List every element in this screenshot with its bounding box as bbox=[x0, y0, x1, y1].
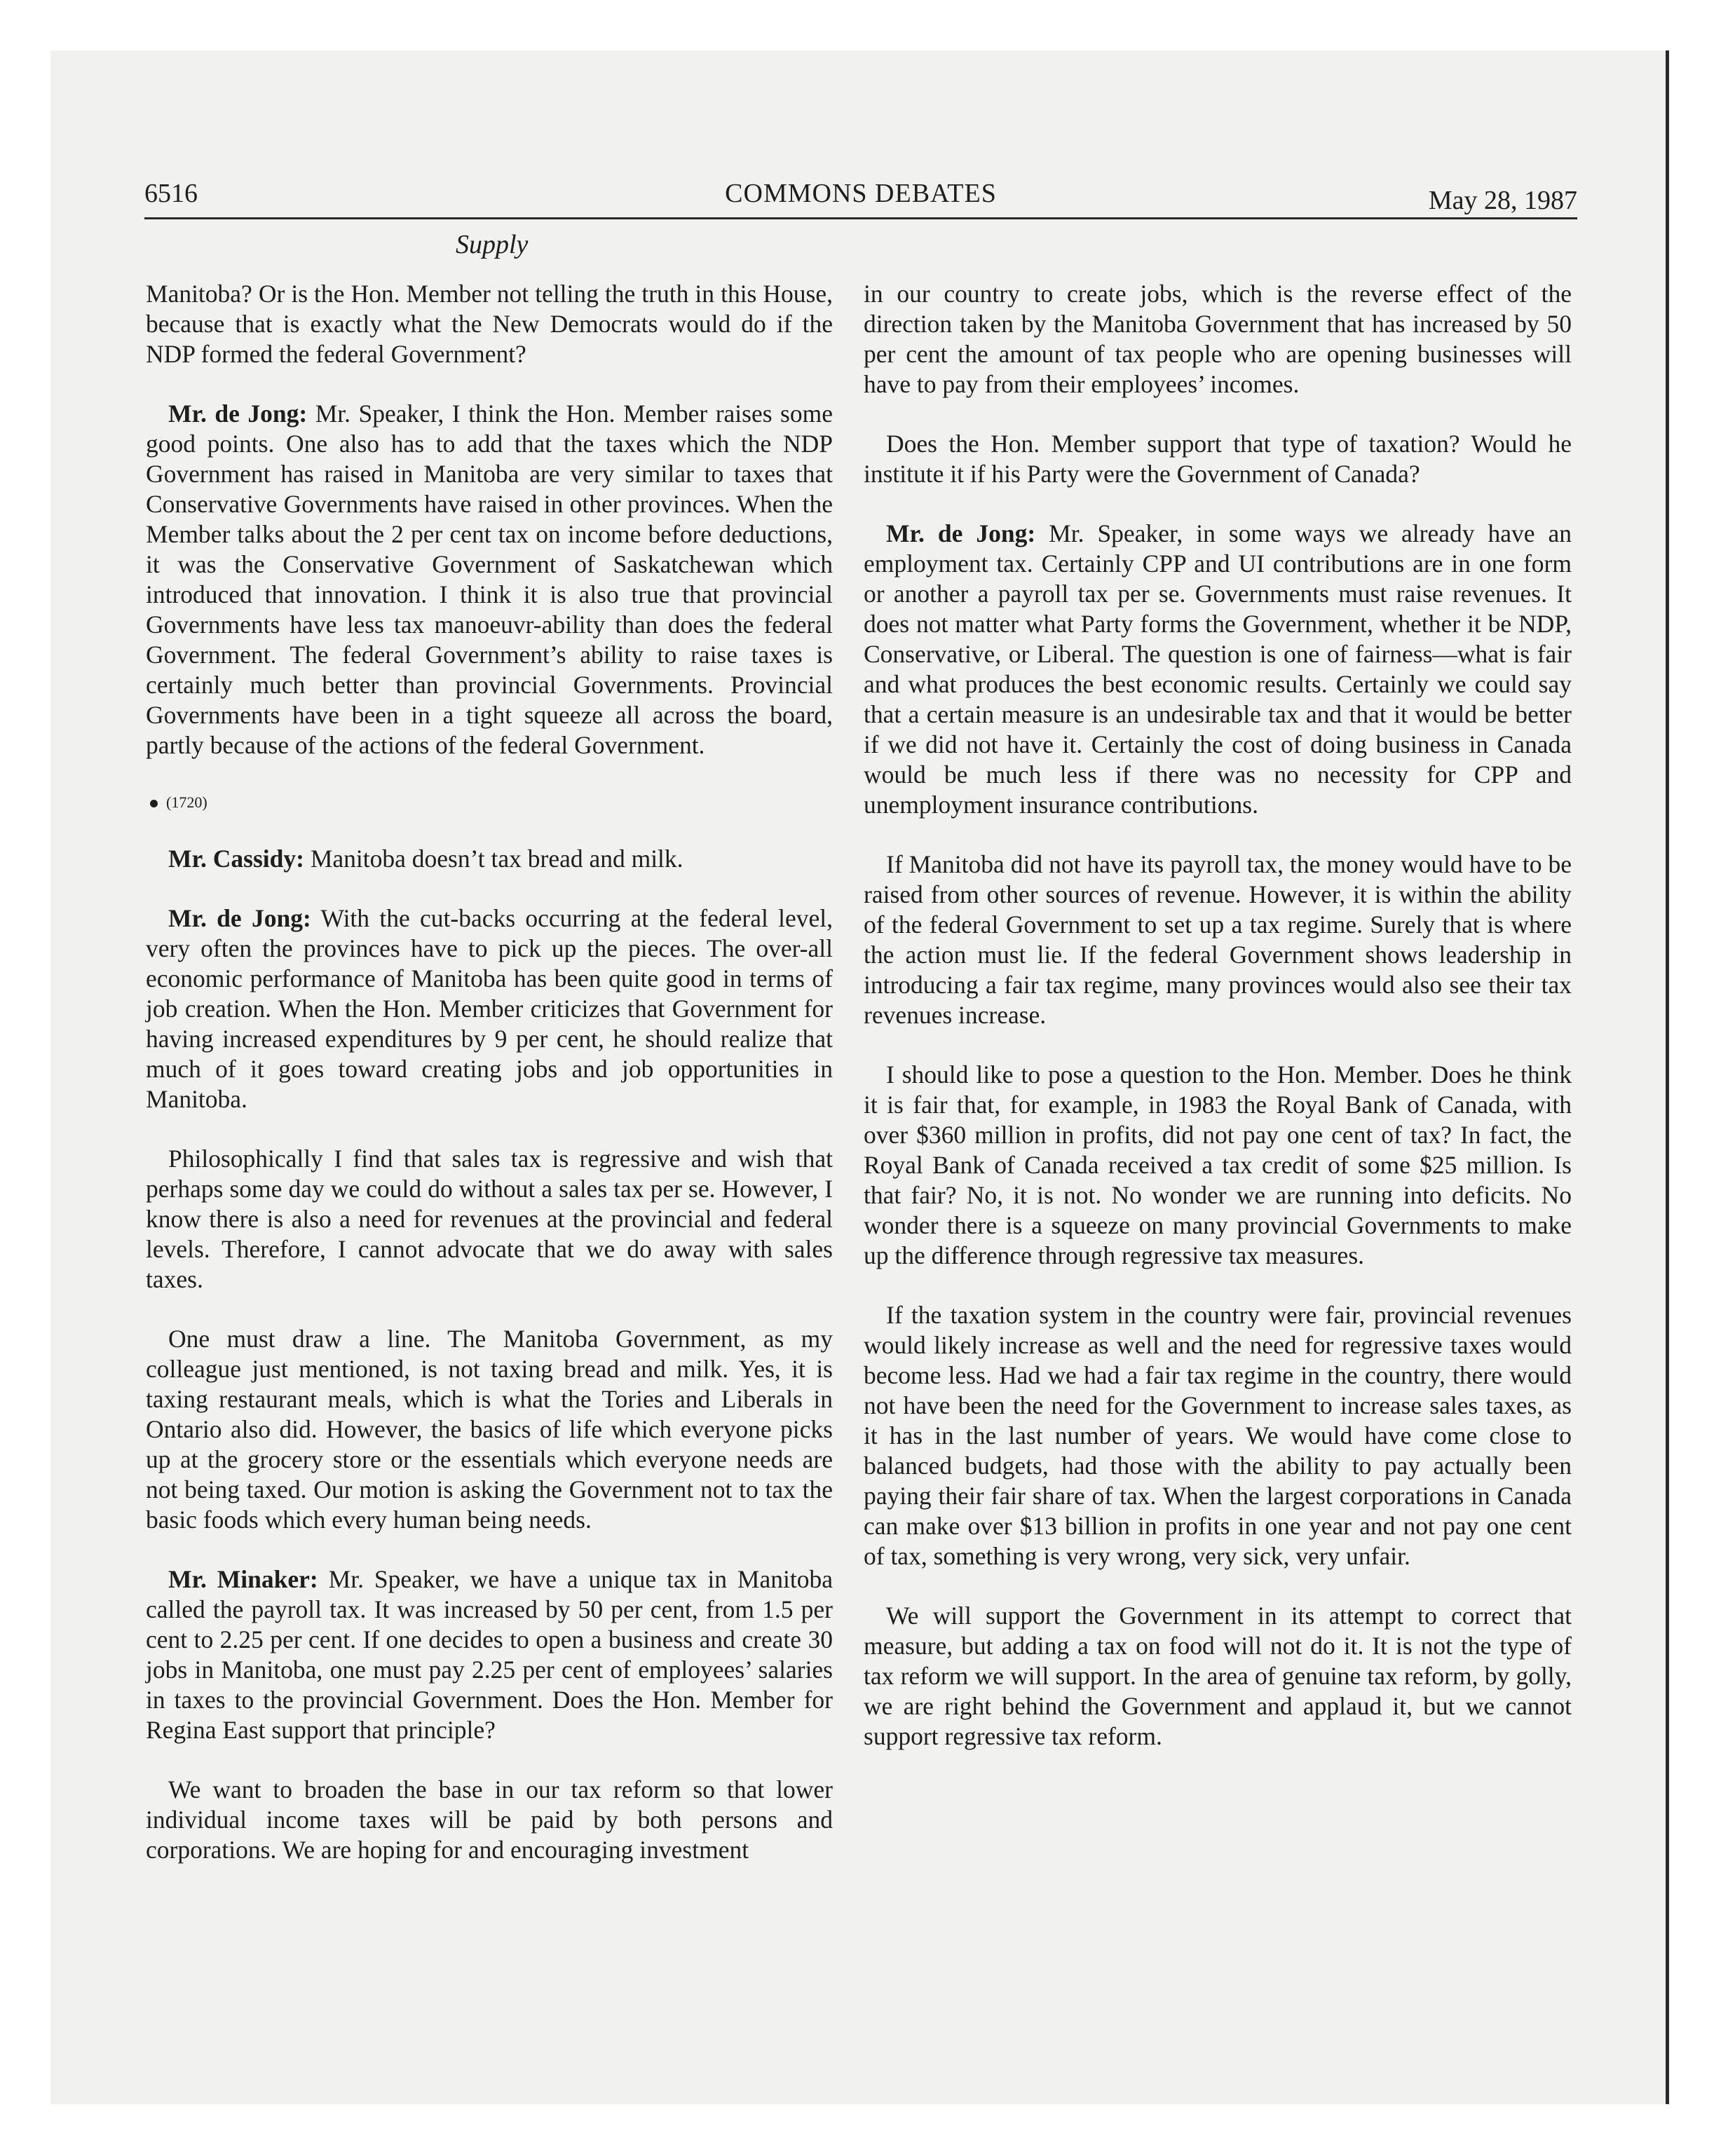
paragraph-text: Mr. Speaker, I think the Hon. Member raises some good points. One also has to add that the taxes which the NDP Government has raised in Manitoba are very similar to taxes that Conservative Governments have raised in other provinces. When the Member talks about the 2 per cent tax on income before deductions, it was the Conservative Government of Saskatchewan which introduced that innovation. I think it is also true that provincial Governments have less tax manoeuvr-ability than does the federal Government. The federal Government’s ability to raise taxes is certainly much better than provincial Governments. Provincial Governments have been in a tight squeeze all across the board, partly because of the actions of the federal Government. bbox=[146, 400, 833, 759]
speaker-name: Mr. Minaker: bbox=[168, 1565, 318, 1593]
paragraph bbox=[864, 1601, 1572, 1752]
paragraph bbox=[146, 903, 833, 1114]
paragraph-text: With the cut-backs occurring at the federal level, very often the provinces have to pick up the pieces. The over-all economic performance of Manitoba has been quite good in terms of job creation. When the Hon. Member criticizes that Government for having increased expenditures by 9 per cent, he should realize that much of it goes toward creating jobs and job opportunities in Manitoba. bbox=[146, 904, 833, 1113]
paragraph-text: If the taxation system in the country were fair, provincial revenues would likely increase as well and the need for regressive taxes would become less. Had we had a fair tax regime in the country, there would not have been the need for the Government to increase sales taxes, as it has in the last number of years. We would have come close to balanced budgets, had those with the ability to pay actually been paying their fair share of tax. When the largest corporations in Canada can make over $13 billion in profits in one year and not pay one cent of tax, something is very wrong, very sick, very unfair. bbox=[864, 1301, 1572, 1570]
paragraph bbox=[146, 1564, 833, 1745]
paragraph-text: I should like to pose a question to the Hon. Member. Does he think it is fair that, for example, in 1983 the Royal Bank of Canada, with over $360 million in profits, did not pay one cent of tax? In fact, the Royal Bank of Canada received a tax credit of some $25 million. Is that fair? No, it is not. No wonder we are running into deficits. No wonder there is a squeeze on many provincial Governments to make up the difference through regressive tax measures. bbox=[864, 1060, 1572, 1269]
paragraph bbox=[146, 844, 833, 874]
left-column bbox=[146, 279, 833, 1895]
page-header bbox=[144, 175, 1577, 219]
journal-title: COMMONS DEBATES bbox=[725, 179, 997, 208]
bullet-dot-icon bbox=[150, 800, 158, 807]
speaker-name: Mr. de Jong: bbox=[886, 519, 1036, 547]
paragraph-text: One must draw a line. The Manitoba Government, as my colleague just mentioned, is not taxing bread and milk. Yes, it is taxing restaurant meals, which is what the Tories and Liberals in Ontario also did. However, the basics of life which everyone picks up at the grocery store or the essentials which everyone needs are not being taxed. Our motion is asking the Government not to tax the basic foods which every human being needs. bbox=[146, 1325, 833, 1534]
paragraph-text: Philosophically I find that sales tax is regressive and wish that perhaps some day we could do without a sales tax per se. However, I know there is also a need for revenues at the provincial and federal levels. Therefore, I cannot advocate that we do away with sales taxes. bbox=[146, 1145, 833, 1293]
paragraph-text: Manitoba? Or is the Hon. Member not telling the truth in this House, because that is exactly what the New Democrats would do if the NDP formed the federal Government? bbox=[146, 280, 833, 368]
paragraph bbox=[146, 1144, 833, 1295]
paragraph-text: Does the Hon. Member support that type of taxation? Would he institute it if his Party were the Government of Canada? bbox=[864, 430, 1572, 488]
time-marker bbox=[150, 787, 833, 817]
paragraph bbox=[146, 279, 833, 369]
paragraph bbox=[864, 1300, 1572, 1571]
time-marker-text: (1720) bbox=[166, 793, 207, 811]
speaker-name: Mr. de Jong: bbox=[168, 904, 311, 932]
paragraph bbox=[864, 1060, 1572, 1271]
paragraph bbox=[146, 1775, 833, 1865]
paragraph-text: If Manitoba did not have its payroll tax, the money would have to be raised from other sources of revenue. However, it is within the ability of the federal Government to set up a tax regime. Surely that is where the action must lie. If the federal Government shows leadership in introducing a fair tax regime, many provinces would also see their tax revenues increase. bbox=[864, 850, 1572, 1029]
page-edge-rule bbox=[1666, 50, 1669, 2104]
paragraph-text: in our country to create jobs, which is the reverse effect of the direction taken by the Manitoba Government that has increased by 50 per cent the amount of tax people who are opening businesses will have to pay from their employees’ incomes. bbox=[864, 280, 1572, 398]
page-number: 6516 bbox=[144, 179, 198, 208]
paragraph bbox=[864, 279, 1572, 400]
paragraph bbox=[146, 1324, 833, 1535]
paragraph bbox=[864, 850, 1572, 1030]
paragraph bbox=[146, 399, 833, 760]
paragraph bbox=[864, 519, 1572, 820]
paragraph-text: Mr. Speaker, in some ways we already have an employment tax. Certainly CPP and UI contributions are in one form or another a payroll tax per se. Governments must raise revenues. It does not matter what Party forms the Government, whether it be NDP, Conservative, or Liberal. The question is one of fairness—what is fair and what produces the best economic results. Certainly we could say that a certain measure is an undesirable tax and that it would be better if we did not have it. Certainly the cost of doing business in Canada would be much less if there was no necessity for CPP and unemployment insurance contributions. bbox=[864, 519, 1572, 819]
section-title: Supply bbox=[456, 230, 529, 259]
issue-date: May 28, 1987 bbox=[1428, 186, 1577, 215]
paragraph-text: Manitoba doesn’t tax bread and milk. bbox=[304, 845, 683, 873]
speaker-name: Mr. Cassidy: bbox=[168, 845, 304, 873]
paragraph-text: Mr. Speaker, we have a unique tax in Manitoba called the payroll tax. It was increased by 50 per cent, from 1.5 per cent to 2.25 per cent. If one decides to open a business and create 30 jobs in Manitoba, one must pay 2.25 per cent of employees’ salaries in taxes to the provincial Government. Does the Hon. Member for Regina East support that principle? bbox=[146, 1565, 833, 1744]
paragraph-text: We want to broaden the base in our tax reform so that lower individual income taxes will be paid by both persons and corporations. We are hoping for and encouraging investment bbox=[146, 1775, 833, 1864]
paragraph-text: We will support the Government in its attempt to correct that measure, but adding a tax on food will not do it. It is not the type of tax reform we will support. In the area of genuine tax reform, by golly, we are right behind the Government and applaud it, but we cannot support regressive tax reform. bbox=[864, 1602, 1572, 1750]
speaker-name: Mr. de Jong: bbox=[168, 400, 308, 428]
paragraph bbox=[864, 429, 1572, 489]
right-column bbox=[864, 279, 1572, 1781]
